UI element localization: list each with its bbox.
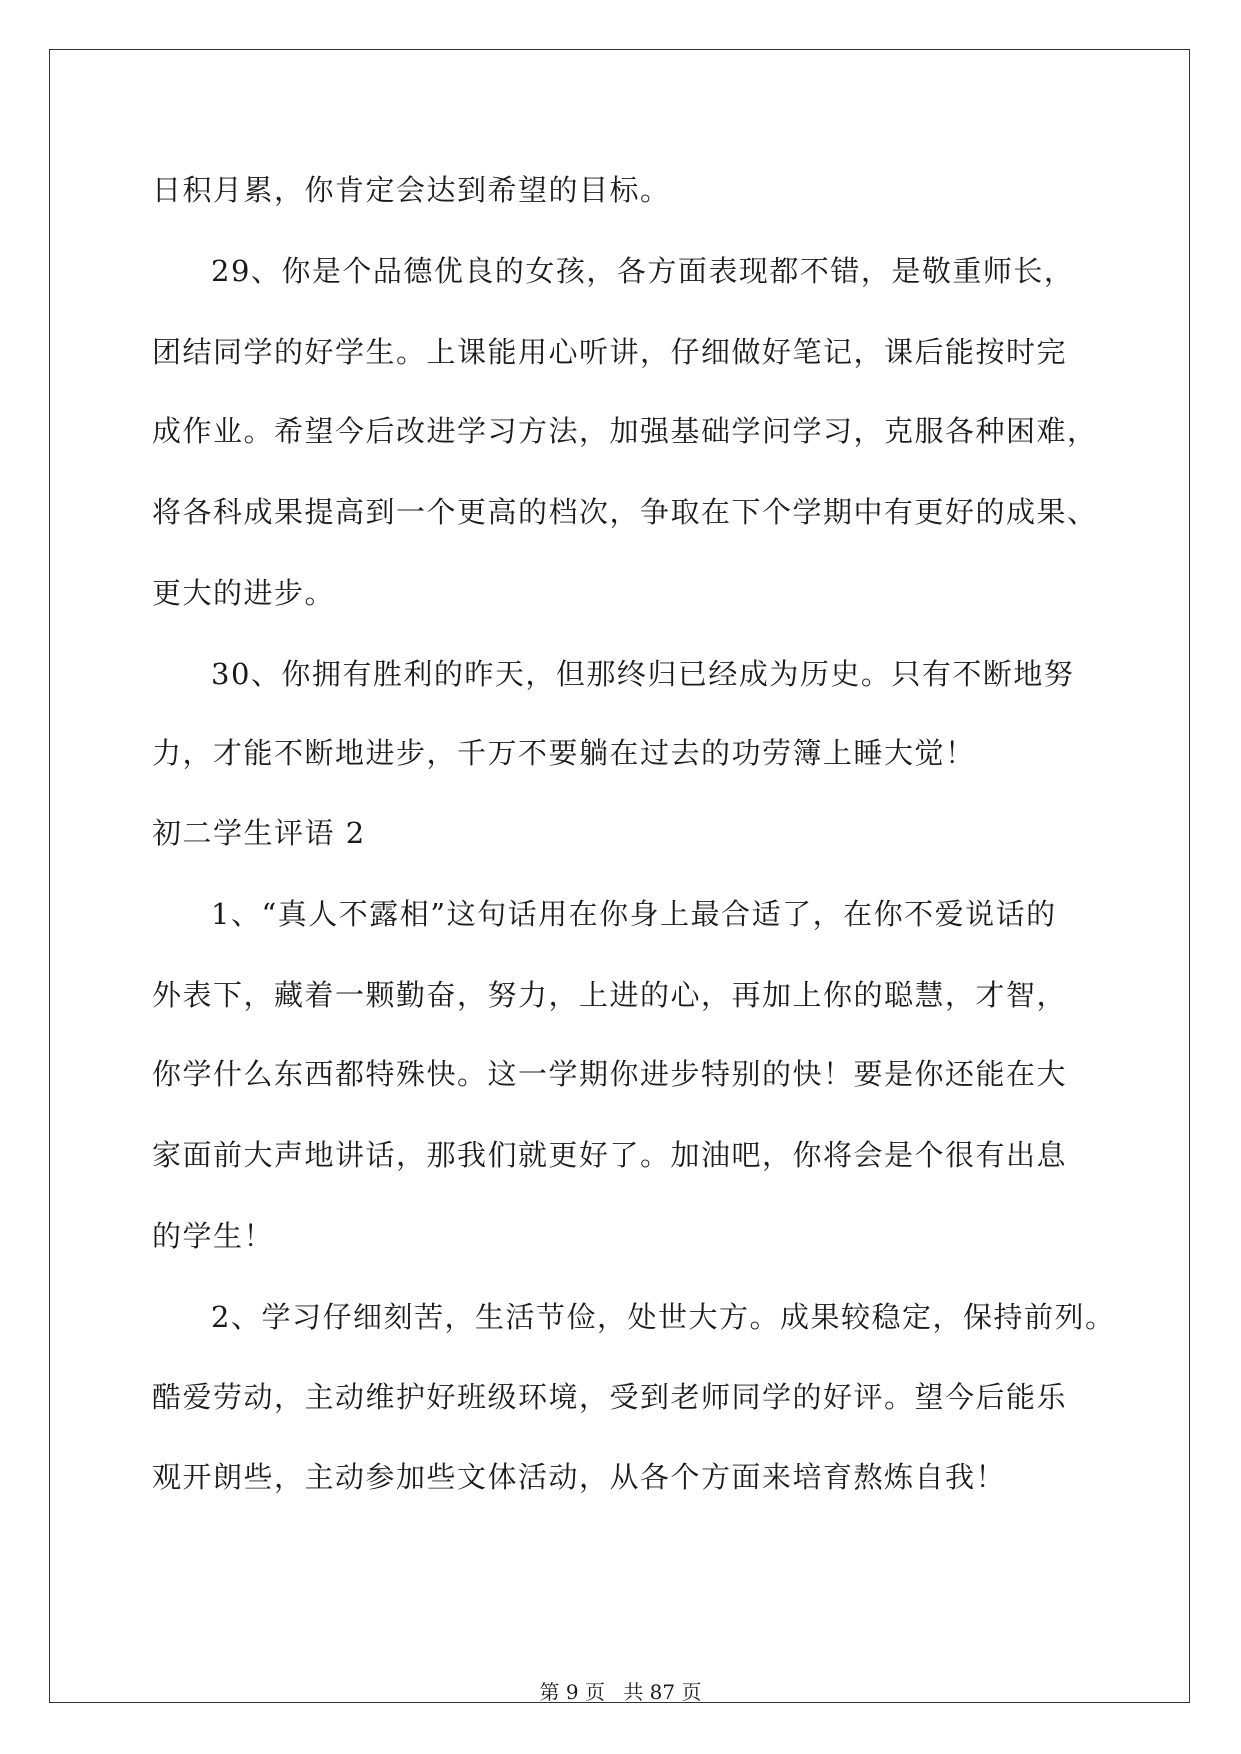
text-line: 外表下，藏着一颗勤奋，努力，上进的心，再加上你的聪慧，才智， [152, 978, 1068, 1012]
paragraph-2-line-1: 2、学习仔细刻苦，生活节俭，处世大方。成果较稳定，保持前列。 [211, 1300, 1116, 1334]
page-number: 第 9 页 [539, 1680, 605, 1704]
text-line: 酷爱劳动，主动维护好班级环境，受到老师同学的好评。望今后能乐 [152, 1380, 1068, 1414]
text-line: 家面前大声地讲话，那我们就更好了。加油吧，你将会是个很有出息 [152, 1138, 1068, 1172]
paragraph-1-line-1: 1、“真人不露相”这句话用在你身上最合适了，在你不爱说话的 [211, 897, 1057, 931]
page-border [49, 49, 1190, 1703]
text-line: 你学什么东西都特殊快。这一学期你进步特别的快！要是你还能在大 [152, 1057, 1068, 1091]
text-line: 成作业。希望今后改进学习方法，加强基础学问学习，克服各种困难， [152, 414, 1098, 448]
paragraph-30-line-1: 30、你拥有胜利的昨天，但那终归已经成为历史。只有不断地努 [211, 657, 1075, 691]
text-line: 更大的进步。 [152, 576, 336, 610]
text-line: 日积月累，你肯定会达到希望的目标。 [152, 173, 671, 207]
text-line: 的学生！ [152, 1219, 275, 1253]
text-line: 观开朗些，主动参加些文体活动，从各个方面来培育熬炼自我！ [152, 1460, 1007, 1494]
paragraph-29-line-1: 29、你是个品德优良的女孩，各方面表现都不错，是敬重师长， [211, 254, 1075, 288]
text-line: 力，才能不断地进步，千万不要躺在过去的功劳簿上睡大觉！ [152, 736, 976, 770]
page-total: 共 87 页 [623, 1680, 702, 1704]
page-footer [0, 1680, 1241, 1704]
text-line: 将各科成果提高到一个更高的档次，争取在下个学期中有更好的成果、 [152, 495, 1098, 529]
text-line: 团结同学的好学生。上课能用心听讲，仔细做好笔记，课后能按时完 [152, 335, 1068, 369]
section-heading: 初二学生评语 2 [152, 816, 366, 850]
